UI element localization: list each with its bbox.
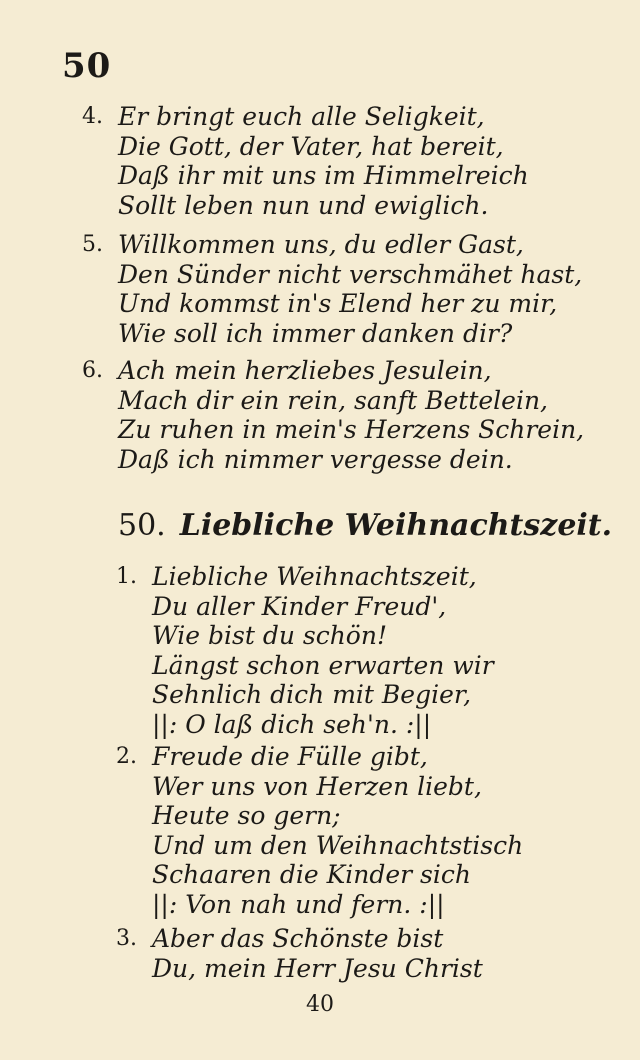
stanza-number: 5.	[82, 232, 103, 257]
repeat-line: ||: Von nah und fern. :||	[152, 889, 445, 919]
verse-line: Und um den Weihnachtstisch	[152, 830, 524, 860]
page-number-bottom: 40	[306, 992, 334, 1017]
hymn-stanza-2	[116, 742, 523, 919]
verse-line: Wie bist du schön!	[152, 621, 387, 650]
verse-line: Zu ruhen in mein's Herzens Schrein,	[118, 415, 585, 444]
hymn-title	[118, 508, 612, 543]
verse-line: Du, mein Herr Jesu Christ	[152, 953, 483, 983]
verse-line: Heute so gern;	[152, 801, 341, 830]
stanza-5	[82, 230, 582, 348]
verse-line: Aber das Schönste bist	[152, 924, 444, 953]
verse-line: Daß ich nimmer vergesse dein.	[118, 444, 513, 474]
verse-line: Längst schon erwarten wir	[152, 650, 494, 680]
verse-line: Den Sünder nicht verschmähet hast,	[118, 259, 583, 289]
verse-line: Schaaren die Kinder sich	[152, 860, 471, 889]
verse-line: Und kommst in's Elend her zu mir,	[118, 289, 558, 318]
verse-line: Freude die Fülle gibt,	[152, 742, 428, 771]
stanza-number: 4.	[82, 104, 103, 129]
verse-line: Sehnlich dich mit Begier,	[152, 680, 472, 709]
hymn-number: 50.	[118, 508, 166, 543]
stanza-number: 3.	[116, 926, 137, 951]
verse-line: Du aller Kinder Freud',	[152, 591, 447, 621]
verse-line: Wie soll ich immer danken dir?	[118, 318, 513, 348]
verse-line: Mach dir ein rein, sanft Bettelein,	[118, 385, 548, 415]
verse-line: Liebliche Weihnachtszeit,	[152, 562, 477, 591]
stanza-4	[82, 102, 529, 220]
hymn-stanza-1	[116, 562, 494, 739]
verse-line: Wer uns von Herzen liebt,	[152, 771, 482, 801]
verse-line: Daß ihr mit uns im Himmelreich	[118, 161, 529, 190]
verse-line: Er bringt euch alle Seligkeit,	[118, 102, 485, 131]
stanza-number: 1.	[116, 564, 137, 589]
hymn-title-text: Liebliche Weihnachtszeit.	[179, 508, 613, 543]
verse-line: Die Gott, der Vater, hat bereit,	[118, 131, 504, 161]
page-number-top: 50	[62, 46, 112, 86]
verse-line: Willkommen uns, du edler Gast,	[118, 230, 524, 259]
stanza-6	[82, 356, 584, 474]
stanza-number: 6.	[82, 358, 103, 383]
stanza-number: 2.	[116, 744, 137, 769]
verse-line: Sollt leben nun und ewiglich.	[118, 190, 489, 220]
repeat-line: ||: O laß dich seh'n. :||	[152, 709, 432, 739]
hymn-stanza-3	[116, 924, 483, 983]
verse-line: Ach mein herzliebes Jesulein,	[118, 356, 492, 385]
